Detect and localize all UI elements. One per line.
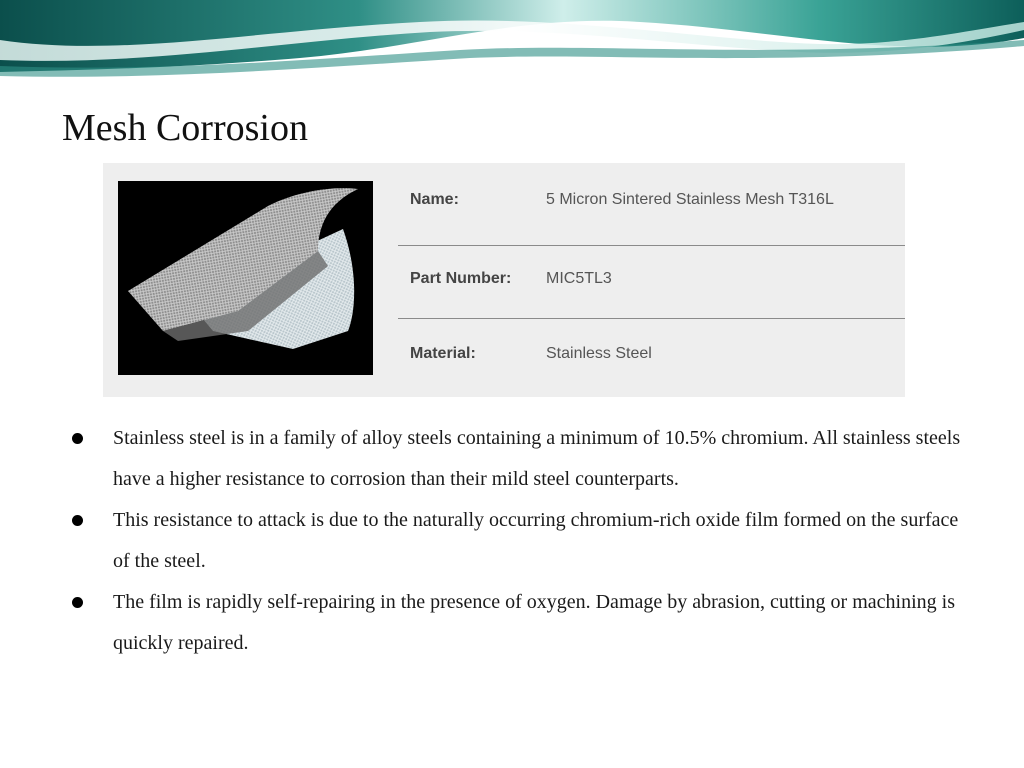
product-info-card — [103, 163, 905, 397]
bullet-list — [70, 418, 970, 664]
detail-value: 5 Micron Sintered Stainless Mesh T316L — [546, 191, 834, 208]
detail-label: Name: — [410, 191, 459, 208]
row-divider — [398, 318, 905, 319]
product-details — [398, 163, 905, 397]
mesh-sheet-illustration — [118, 181, 373, 375]
header-wave-decoration — [0, 0, 1024, 80]
row-divider — [398, 245, 905, 246]
bullet-item — [70, 418, 970, 500]
detail-value: Stainless Steel — [546, 345, 652, 362]
bullet-item — [70, 582, 970, 664]
bullet-dot-icon — [72, 433, 83, 444]
bullet-dot-icon — [72, 597, 83, 608]
slide-title: Mesh Corrosion — [62, 107, 308, 149]
bullet-item — [70, 500, 970, 582]
bullet-dot-icon — [72, 515, 83, 526]
detail-value: MIC5TL3 — [546, 270, 612, 287]
sintered-mesh-photo — [118, 181, 373, 375]
detail-label: Part Number: — [410, 270, 512, 287]
bullet-text: Stainless steel is in a family of alloy steels containing a minimum of 10.5% chromium. All stainless steels have a higher resistance to corrosion than their mild steel counterparts. — [113, 427, 961, 490]
bullet-text: The film is rapidly self-repairing in the presence of oxygen. Damage by abrasion, cutting or machining is quickly repaired. — [113, 591, 955, 654]
detail-label: Material: — [410, 345, 476, 362]
bullet-text: This resistance to attack is due to the naturally occurring chromium-rich oxide film formed on the surface of the steel. — [113, 509, 959, 572]
